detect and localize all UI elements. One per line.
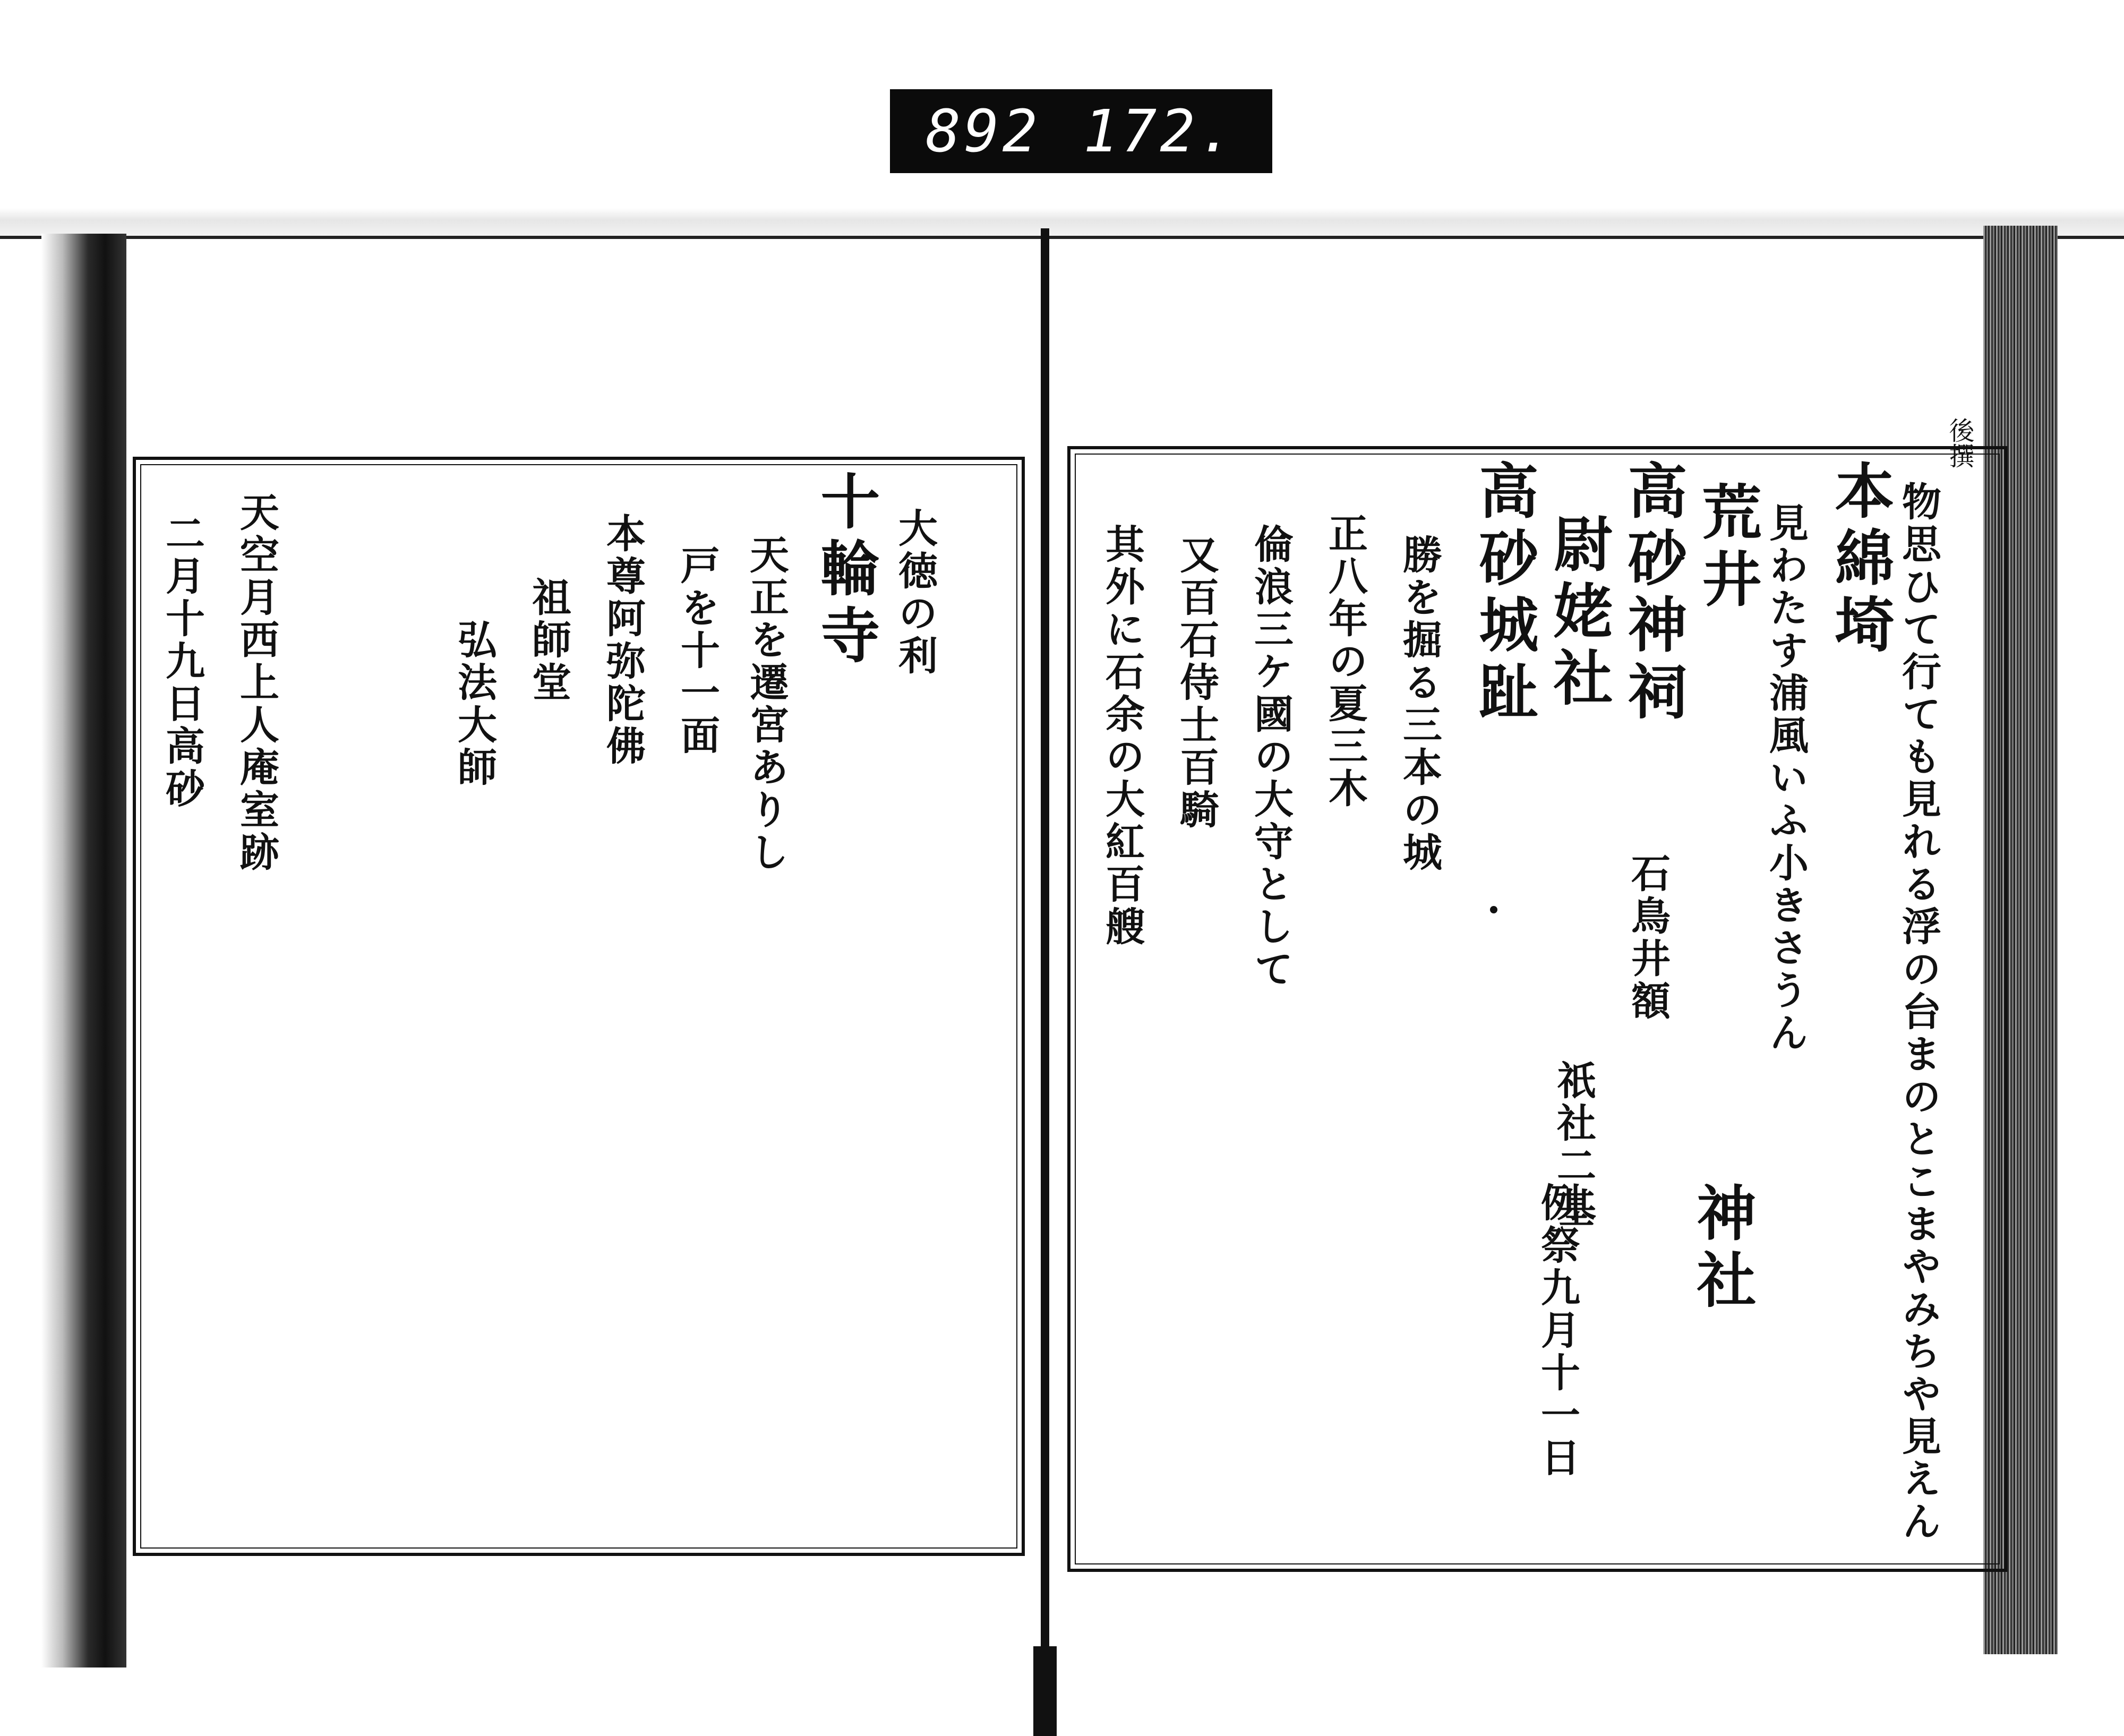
left-col-1: 天正を遷宮ありし <box>743 534 789 874</box>
right-col-2: 見わたす浦風いふ小きさうん <box>1763 502 1809 1055</box>
right-heading-joubasha: 尉姥社 <box>1544 513 1613 714</box>
right-heading-arai: 荒井 <box>1692 481 1762 615</box>
right-col-7: 勝を掘る三本の城 <box>1397 534 1442 874</box>
call-number-left: 892 <box>926 97 1041 165</box>
right-col-10: 又百石侍士百騎 <box>1174 534 1219 832</box>
right-fragment-torii: 石鳥井額 <box>1625 853 1671 1023</box>
right-fragment-festival-date: 例祭九月十一日 <box>1535 1182 1580 1480</box>
left-heading-jurinji: 十輪寺 <box>811 471 880 671</box>
right-heading-takasago-castle: 高砂城趾 <box>1469 460 1539 728</box>
top-rule <box>0 236 2124 239</box>
right-col-9: 倫浪三ケ國の大守として <box>1248 524 1294 991</box>
call-number-right: 172. <box>1083 97 1237 165</box>
right-margin-note: 後撰 <box>1945 417 1974 468</box>
book-spine <box>1041 228 1049 1652</box>
left-col-5: 弘法大師 <box>451 619 497 789</box>
top-noise-band <box>0 208 2124 238</box>
left-col-2: 戸を十一面 <box>674 545 720 757</box>
book-left-edge <box>41 234 126 1667</box>
call-number-label <box>890 89 1272 173</box>
left-col-4: 祖師堂 <box>526 577 571 704</box>
left-col-8: 大徳の利 <box>892 508 938 678</box>
text-dot <box>1490 906 1497 913</box>
right-col-0: 物思ひて行ても見れる浮の台まのとこまやみちや見えん <box>1896 481 1941 1543</box>
right-page-frame <box>1067 417 2007 1572</box>
right-fragment-shrines: 祇社二基 <box>1551 1060 1596 1230</box>
left-col-3: 本尊阿弥陀佛 <box>600 513 646 768</box>
left-col-6: 天空月西上人庵室跡 <box>234 492 279 874</box>
right-col-11: 其外に石余の大紅百艘 <box>1099 524 1145 948</box>
book-spine-foot <box>1033 1646 1057 1736</box>
left-page-frame <box>133 457 1025 1556</box>
right-col-8: 正八年の夏三木 <box>1322 513 1368 810</box>
right-heading-motowatazaki: 本綿埼 <box>1825 460 1895 661</box>
left-col-7: 二月十九日高砂 <box>159 513 205 810</box>
right-heading-takasago-shrine: 高砂神祠 <box>1618 460 1688 728</box>
right-heading-shrine: 神社 <box>1687 1182 1757 1316</box>
